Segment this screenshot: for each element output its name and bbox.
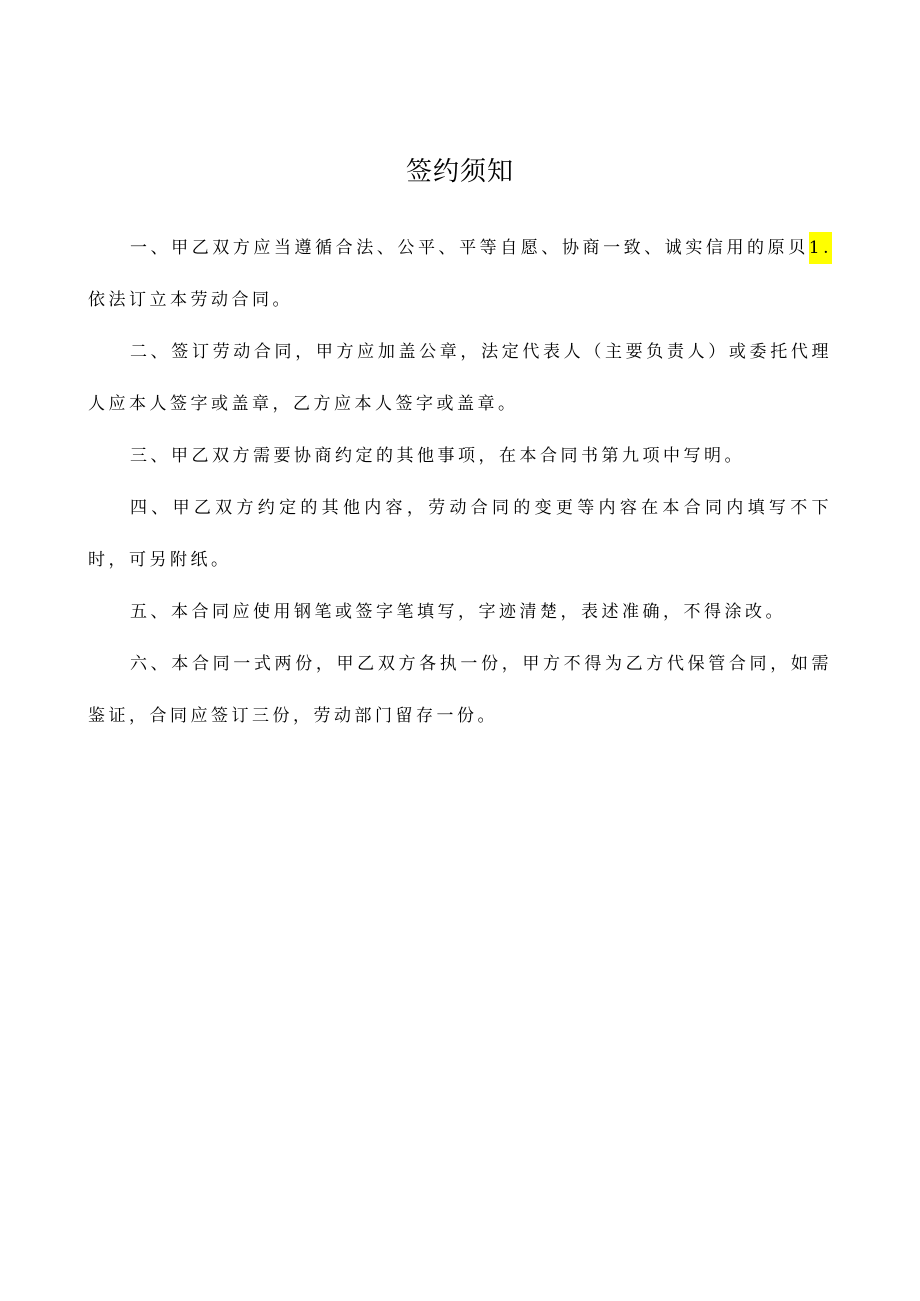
paragraph-4: 四、甲乙双方约定的其他内容，劳动合同的变更等内容在本合同内填写不下时，可另附纸。 <box>88 498 832 570</box>
document-title: 签约须知 <box>405 157 514 187</box>
highlighted-text: 1. <box>809 232 832 264</box>
paragraph-5: 五、本合同应使用钢笔或签字笔填写，字迹清楚，表述准确，不得涂改。 <box>130 602 786 622</box>
paragraph-2: 二、签订劳动合同，甲方应加盖公章，法定代表人（主要负责人）或委托代理人应本人签字或盖章，乙方应本人签字或盖章。 <box>88 342 832 414</box>
paragraph-6: 六、本合同一式两份，甲乙双方各执一份，甲方不得为乙方代保管合同，如需鉴证，合同应签订三份，劳动部门留存一份。 <box>88 654 832 726</box>
paragraph-3: 三、甲乙双方需要协商约定的其他事项，在本合同书第九项中写明。 <box>130 446 745 466</box>
document-body <box>88 222 832 742</box>
paragraph-1-text: 一、甲乙双方应当遵循合法、公平、平等自愿、协商一致、诚实信用的原贝 <box>130 238 809 258</box>
paragraph-1-text-end: 依法订立本劳动合同。 <box>88 290 293 310</box>
paragraph-1 <box>88 222 832 326</box>
